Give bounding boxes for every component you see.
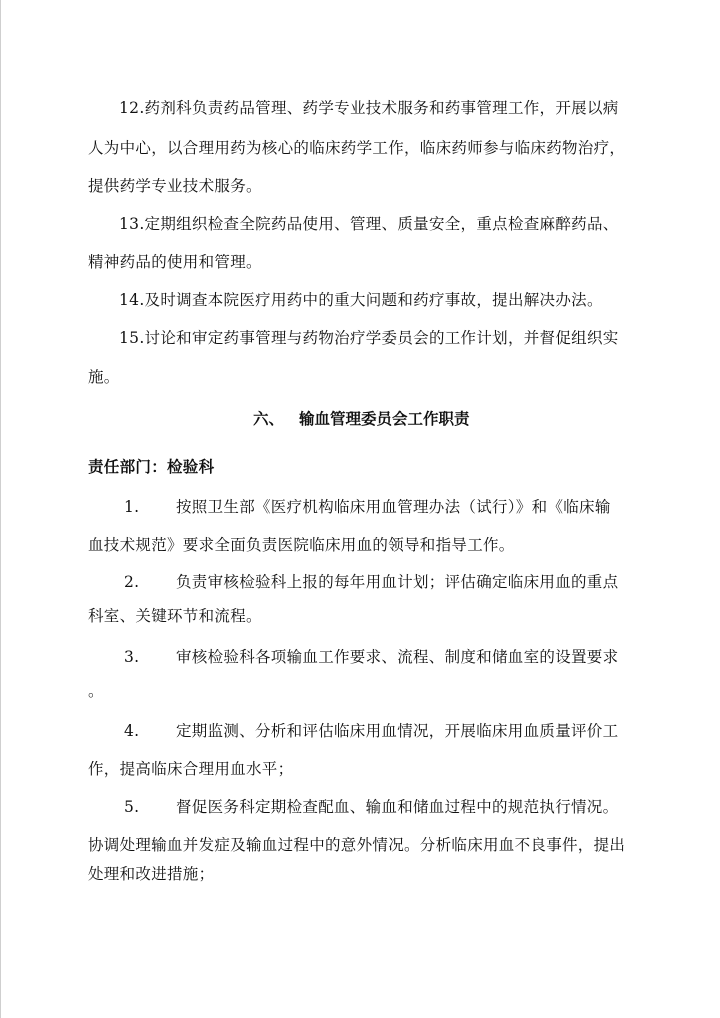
list-item-text: 审核检验科各项输血工作要求、流程、制度和储血室的设置要求 bbox=[176, 648, 619, 666]
paragraph-13-line-2: 精神药品的使用和管理。 bbox=[88, 253, 262, 271]
list-item-3-cont: 。 bbox=[88, 682, 104, 700]
list-item-text: 按照卫生部《医疗机构临床用血管理办法（试行）》和《临床输 bbox=[176, 498, 611, 516]
paragraph-15-line-1: 15.讨论和审定药事管理与药物治疗学委员会的工作计划，并督促组织实 bbox=[119, 329, 619, 347]
list-item-2-cont: 科室、关键环节和流程。 bbox=[88, 607, 262, 625]
list-item-5-cont-2: 处理和改进措施； bbox=[88, 865, 215, 883]
paragraph-12-line-1: 12.药剂科负责药品管理、药学专业技术服务和药事管理工作，开展以病 bbox=[119, 99, 619, 117]
paragraph-15-line-2: 施。 bbox=[88, 368, 120, 386]
paragraph-14-line-1: 14.及时调查本院医疗用药中的重大问题和药疗事故，提出解决办法。 bbox=[119, 291, 603, 309]
paragraph-12-line-2: 人为中心，以合理用药为核心的临床药学工作，临床药师参与临床药物治疗， bbox=[88, 139, 626, 157]
responsible-dept-label: 责任部门：检验科 bbox=[88, 457, 215, 476]
list-item-5-cont-1: 协调处理输血并发症及输血过程中的意外情况。分析临床用血不良事件，提出 bbox=[88, 836, 626, 854]
list-item-text: 负责审核检验科上报的每年用血计划；评估确定临床用血的重点 bbox=[176, 573, 619, 591]
section-number: 六、 bbox=[253, 409, 285, 428]
list-item-text: 定期监测、分析和评估临床用血情况，开展临床用血质量评价工 bbox=[176, 722, 619, 740]
paragraph-12-line-3: 提供药学专业技术服务。 bbox=[88, 177, 262, 195]
list-item-number: 3. bbox=[124, 648, 140, 666]
list-item-1-cont: 血技术规范》要求全面负责医院临床用血的领导和指导工作。 bbox=[88, 536, 515, 554]
list-item-number: 2. bbox=[124, 573, 140, 591]
list-item-text: 督促医务科定期检查配血、输血和储血过程中的规范执行情况。 bbox=[176, 798, 619, 816]
list-item-number: 1. bbox=[124, 498, 140, 516]
section-title: 输血管理委员会工作职责 bbox=[299, 409, 470, 428]
list-item-number: 5. bbox=[124, 798, 140, 816]
list-item-4-cont: 作，提高临床合理用血水平； bbox=[88, 760, 294, 778]
list-item-number: 4. bbox=[124, 722, 140, 740]
paragraph-13-line-1: 13.定期组织检查全院药品使用、管理、质量安全，重点检查麻醉药品、 bbox=[119, 215, 619, 233]
